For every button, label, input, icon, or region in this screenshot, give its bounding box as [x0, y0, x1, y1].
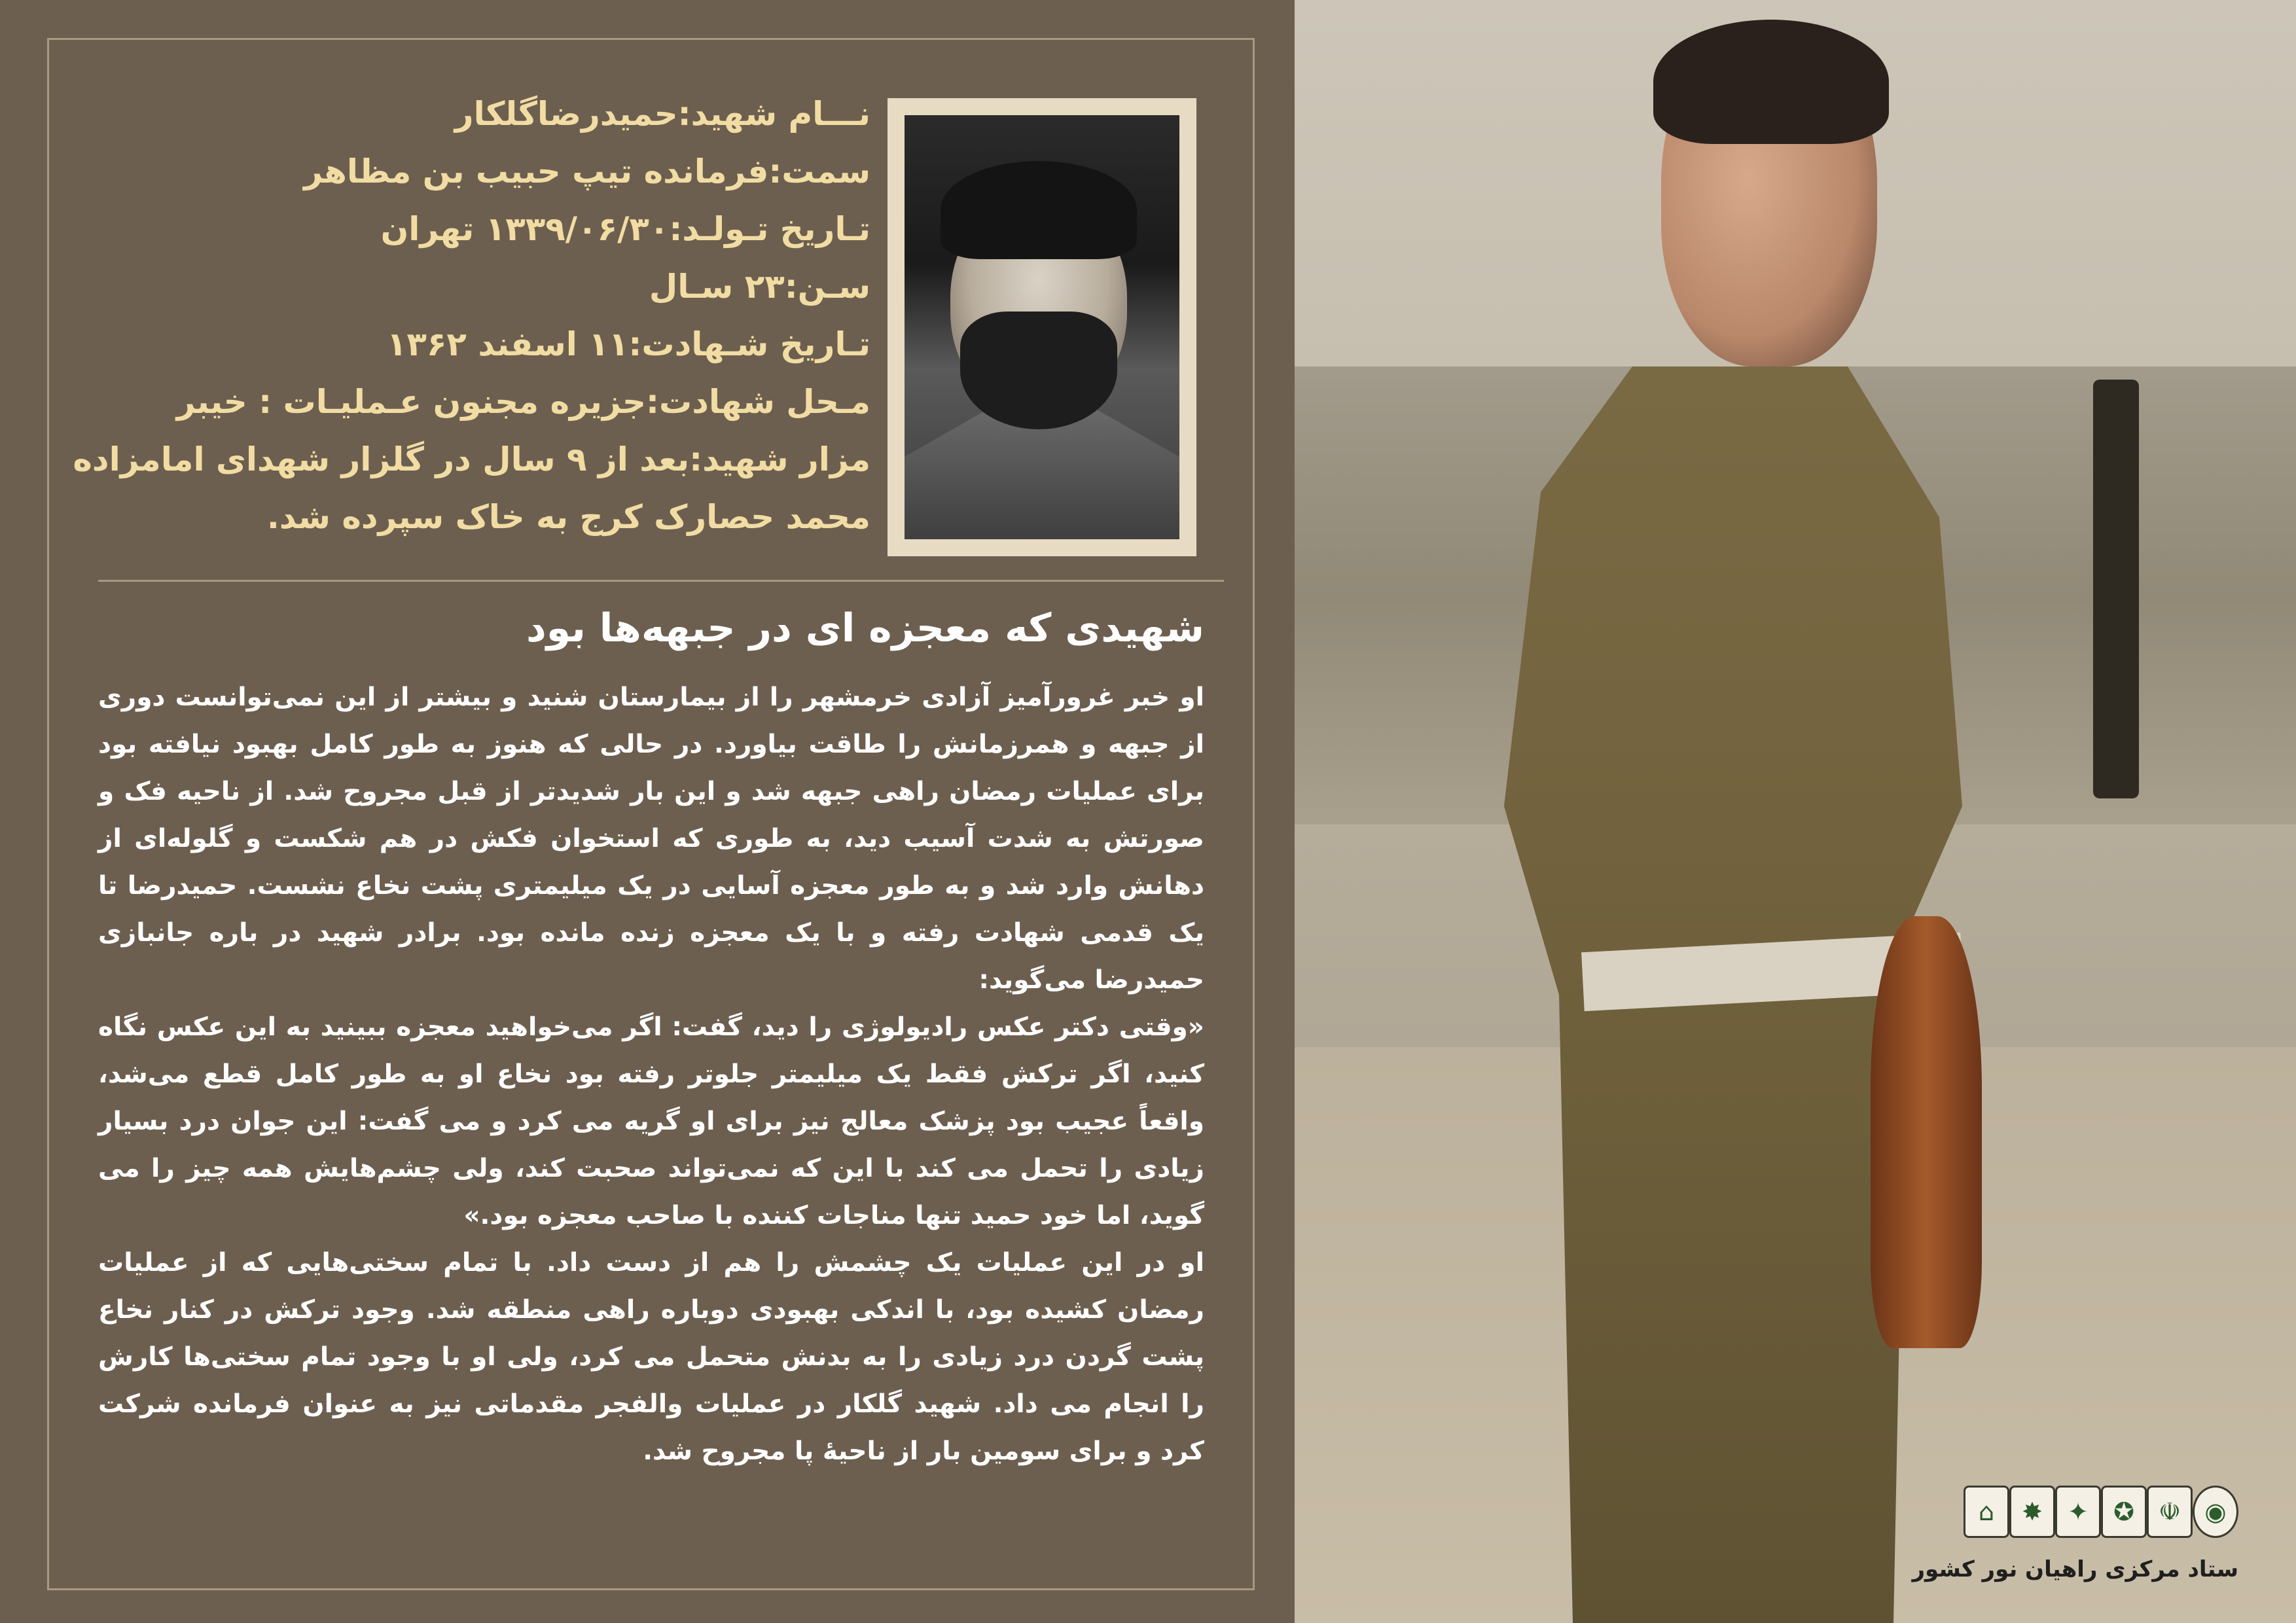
article-paragraph: او در این عملیات یک چشمش را هم از دست داد. با تمام سختی‌هایی که از عملیات رمضان کشیده بود، با اندکی بهبودی دوباره راهی منطقه شد. وجود ترکش در کنار نخاع پشت گردن درد زیادی را به بدنش متحمل می کرد، ولی او با وجود تمام سختی‌ها کارش را انجام می داد. شهید گلکار در عملیات والفجر مقدماتی نیز به عنوان فرمانده شرکت کرد و برای سومین بار از ناحیهٔ پا مجروح شد.	[98, 1248, 1204, 1466]
martyr-portrait-photo	[905, 115, 1179, 539]
info-label: مزار شهید:	[689, 440, 870, 478]
jihad-logo-icon: ◉	[2193, 1486, 2238, 1538]
info-burial	[73, 431, 870, 488]
organization-caption: ستاد مرکزی راهیان نور کشور	[1912, 1556, 2238, 1582]
army-emblem-icon: ✸	[2009, 1486, 2055, 1538]
info-value: بعد از ۹ سال در گلزار شهدای امامزاده	[73, 440, 690, 478]
portrait-beard	[960, 312, 1117, 429]
info-position	[196, 143, 870, 200]
info-value: جزیره مجنون عـملیـات : خیبر	[176, 383, 647, 421]
info-label: مـحل شهادت:	[646, 383, 870, 421]
article-quote: «وقتی دکتر عکس رادیولوژی را دید، گفت: اگر می‌خواهید معجزه ببینید به این عکس نگاه کنید، اگر ترکش فقط یک میلیمتر جلوتر رفته بود نخاع او به طور کامل قطع می‌شد، واقعاً عجیب بود پزشک معالج نیز برای او گریه می کرد و می گفت: این جوان درد بسیار زیادی را تحمل می کند با این که نمی‌تواند صحبت کند، ولی چشم‌هایش همه چیز را می گوید، اما خود حمید تنها مناجات کننده با صاحب معجزه بود.»	[98, 1012, 1204, 1230]
police-emblem-icon: ✪	[2101, 1486, 2147, 1538]
portrait-frame	[888, 98, 1196, 556]
martyr-info	[73, 85, 870, 546]
info-martyrdom-date	[196, 315, 870, 373]
info-value: ۲۳ سـال	[649, 268, 785, 306]
soldier-hair	[1653, 20, 1889, 144]
article-paragraph: او خبر غرورآمیز آزادی خرمشهر را از بیمارستان شنید و بیشتر از این نمی‌توانست دوری از جبهه و همرزمانش را طاقت بیاورد. در حالی که هنوز به طور کامل بهبود نیافته بود برای عملیات رمضان راهی جبهه شد و این بار شدیدتر از قبل مجروح شد. از ناحیه فک و صورتش به شدت آسیب دید، به طوری که استخوان فکش در هم شکست و گلوله‌ای از دهانش وارد شد و به طور معجزه آسایی در یک میلیمتری پشت نخاع نشست. حمیدرضا تا یک قدمی شهادت رفته و با یک معجزه زنده مانده بود. برادر شهید در باره جانبازی حمیدرضا می‌گوید:	[98, 683, 1204, 995]
rahian-noor-logo-icon: ⌂	[1964, 1486, 2009, 1538]
launcher-tube	[2093, 380, 2139, 798]
info-name	[196, 85, 870, 143]
article-title: شهیدی که معجزه ای در جبهه‌ها بود	[526, 605, 1204, 651]
info-value: محمد حصارک کرج به خاک سپرده شد.	[266, 498, 870, 536]
info-label: نـــام شهید:	[677, 95, 870, 133]
info-value: ۱۱ اسفند ۱۳۶۲	[386, 325, 629, 363]
info-label: تـاریخ شـهادت:	[628, 325, 870, 363]
portrait-hair	[941, 161, 1137, 259]
info-birth-date	[196, 200, 870, 258]
section-divider	[98, 580, 1224, 582]
info-label: سـن:	[784, 268, 870, 306]
info-label: سمت:	[768, 152, 870, 190]
info-value: حمیدرضاگلکار	[454, 95, 678, 133]
info-burial-continued	[196, 488, 870, 546]
info-value: فرمانده تیپ حبیب بن مظاهر	[304, 152, 769, 190]
info-value: ۱۳۳۹/۰۶/۳۰ تهران	[380, 210, 670, 248]
logo-row	[1964, 1486, 2238, 1551]
info-label: تـاریخ تـولـد:	[669, 210, 870, 248]
iran-emblem-icon: ☫	[2147, 1486, 2193, 1538]
rpg-warhead	[1871, 916, 1982, 1348]
sponsor-logos	[1912, 1486, 2238, 1590]
irgc-emblem-icon: ✦	[2055, 1486, 2101, 1538]
soldier-photo	[1295, 0, 2296, 1623]
info-age	[196, 258, 870, 315]
article-body	[98, 674, 1204, 1475]
info-martyrdom-place	[176, 373, 870, 431]
